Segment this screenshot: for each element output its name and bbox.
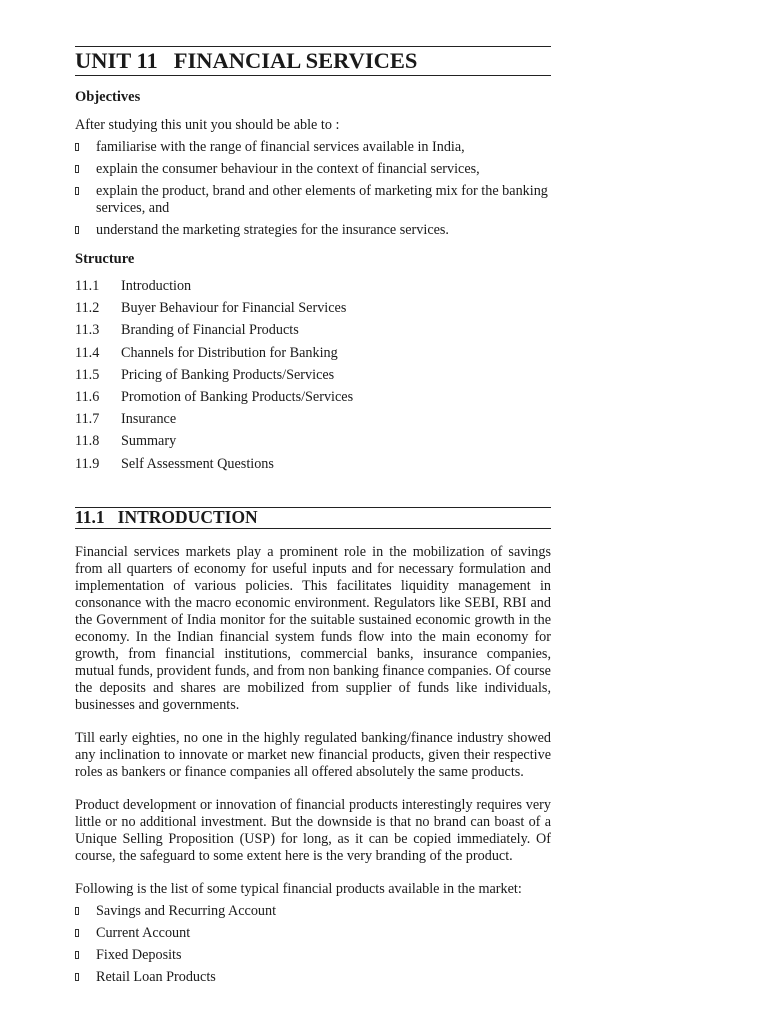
bullet-icon	[75, 143, 79, 151]
structure-item: 11.5 Pricing of Banking Products/Services	[75, 366, 335, 383]
unit-heading	[75, 46, 551, 76]
body-paragraph: Financial services markets play a prominent role in the mobilization of savings from all quarters of economy for useful inputs and for necessary formulation and implementation of various policies. This facilitates liquidity management in consonance with the macro economic environment. Regulators like SEBI, RBI and the Government of India monitor for the suitable sustained economic growth in the economy. In the Indian financial system funds flow into the main economy for growth, from financial institutions, commercial banks, insurance companies, mutual funds, provident funds, and from non banking finance companies. Of course the deposits and shares are mobilized from supplier of funds like individuals, businesses and governments.	[75, 543, 551, 713]
body-paragraph: Till early eighties, no one in the highly regulated banking/finance industry showed any inclination to innovate or market new financial products, given their respective roles as bankers or finance companies all offered absolutely the same products.	[75, 729, 551, 780]
product-item: Retail Loan Products	[75, 969, 551, 986]
objective-item: understand the marketing strategies for the insurance services.	[75, 222, 551, 239]
objectives-list	[75, 139, 551, 239]
structure-item: 11.4 Channels for Distribution for Banking	[75, 344, 338, 361]
bullet-icon	[75, 907, 79, 915]
structure-list	[75, 278, 551, 473]
structure-heading: Structure	[75, 251, 135, 267]
document-page	[75, 46, 551, 986]
body-paragraph: Following is the list of some typical financial products available in the market:	[75, 880, 522, 897]
product-item: Savings and Recurring Account	[75, 903, 551, 920]
section-heading	[75, 507, 551, 529]
bullet-icon	[75, 973, 79, 981]
structure-item: 11.7 Insurance	[75, 411, 177, 428]
objective-item: familiarise with the range of financial services available in India,	[75, 139, 551, 156]
body-paragraph: Product development or innovation of financial products interestingly requires very little or no additional investment. But the downside is that no brand can boast of a Unique Selling Proposition (USP) for long, as it can be copied immediately. Of course, the safeguard to some extent here is the very branding of the product.	[75, 796, 551, 864]
bullet-icon	[75, 165, 79, 173]
product-item: Fixed Deposits	[75, 947, 551, 964]
section-title: INTRODUCTION	[117, 507, 258, 527]
structure-item: 11.2 Buyer Behaviour for Financial Services	[75, 300, 347, 317]
bullet-icon	[75, 929, 79, 937]
objective-item: explain the consumer behaviour in the context of financial services,	[75, 161, 551, 178]
section-number: 11.1	[75, 507, 105, 527]
structure-item: 11.6 Promotion of Banking Products/Services	[75, 388, 354, 405]
objectives-heading: Objectives	[75, 89, 141, 105]
bullet-icon	[75, 187, 79, 195]
unit-title: FINANCIAL SERVICES	[173, 48, 418, 73]
unit-number: UNIT 11	[75, 48, 158, 73]
bullet-icon	[75, 226, 79, 234]
product-item: Current Account	[75, 925, 551, 942]
bullet-icon	[75, 951, 79, 959]
structure-item: 11.9 Self Assessment Questions	[75, 455, 274, 472]
objective-item: explain the product, brand and other elements of marketing mix for the banking services, and	[75, 183, 551, 217]
products-list	[75, 903, 551, 986]
structure-item: 11.1 Introduction	[75, 278, 192, 294]
structure-item: 11.8 Summary	[75, 433, 177, 450]
objectives-intro: After studying this unit you should be able to :	[75, 117, 340, 133]
structure-item: 11.3 Branding of Financial Products	[75, 322, 299, 339]
